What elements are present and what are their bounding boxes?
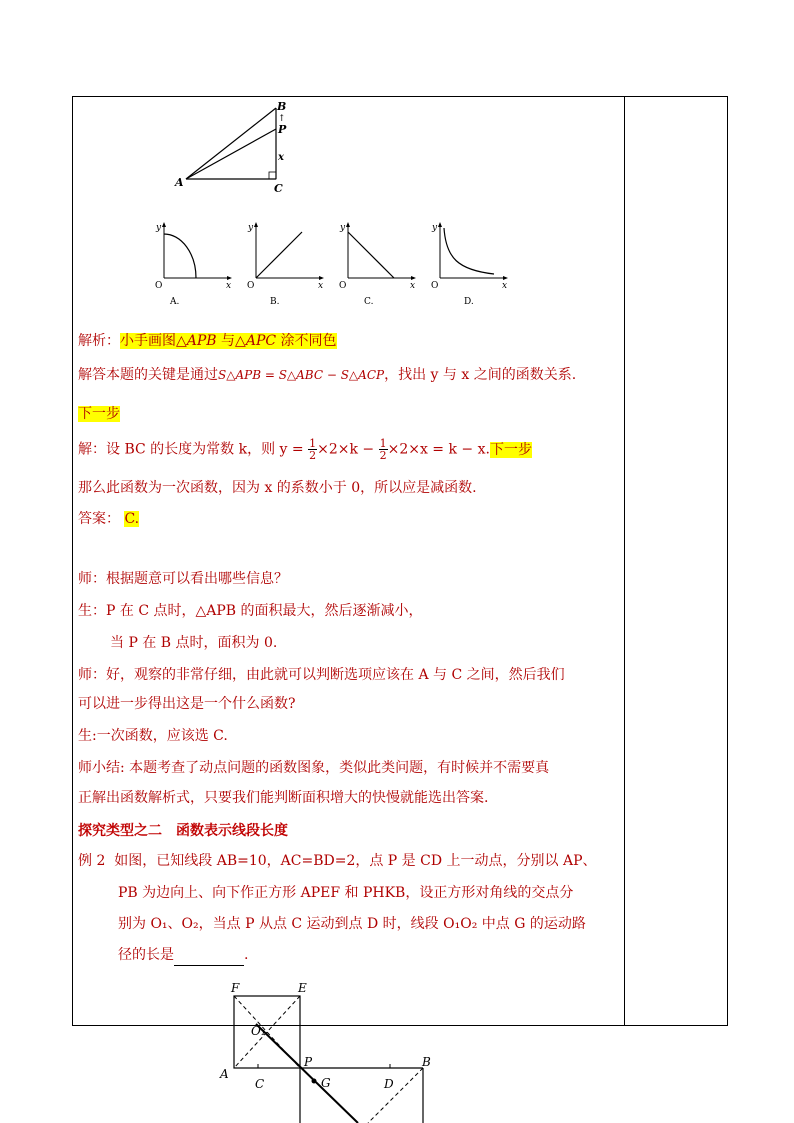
option-graph-b bbox=[240, 218, 328, 310]
svg-text:G: G bbox=[321, 1076, 331, 1090]
svg-text:x: x bbox=[410, 281, 416, 291]
answer-blank[interactable] bbox=[174, 951, 244, 966]
solution-line: 解：设 BC 的长度为常数 k，则 y = $\frac{1}{2}$ ×2×k − $\frac{1}{2}$ ×2×x = k − x.下一步 bbox=[78, 437, 532, 462]
section-heading: 探究类型之二 函数表示线段长度 bbox=[78, 823, 288, 839]
svg-text:y: y bbox=[248, 223, 254, 233]
key-idea-line: 解答本题的关键是通过S△APB = S△ABC − S△ACP，找出 y 与 x 之间的函数关系. bbox=[78, 367, 577, 383]
dialog-line-8: 正解出函数解析式，只要我们能判断面积增大的快慢就能选出答案. bbox=[78, 790, 489, 806]
option-label-a: A. bbox=[170, 297, 180, 307]
svg-text:x: x bbox=[318, 281, 324, 291]
svg-text:A: A bbox=[220, 1067, 229, 1081]
example2-line-3: 别为 O₁、O₂，当点 P 从点 C 运动到点 D 时，线段 O₁O₂ 中点 G 的运动路 bbox=[118, 916, 586, 932]
svg-text:x: x bbox=[226, 281, 232, 291]
svg-text:F: F bbox=[231, 981, 240, 995]
label-B: B bbox=[277, 100, 287, 113]
next-step-button-1[interactable]: 下一步 bbox=[78, 406, 120, 422]
dialog-line-3: 当 P 在 B 点时，面积为 0. bbox=[110, 635, 278, 651]
dialog-line-1: 师：根据题意可以看出哪些信息？ bbox=[78, 571, 288, 587]
svg-text:O: O bbox=[247, 281, 255, 291]
option-graph-d bbox=[424, 218, 512, 310]
option-label-d: D. bbox=[464, 297, 474, 307]
svg-text:O: O bbox=[155, 281, 163, 291]
svg-text:y: y bbox=[340, 223, 346, 233]
svg-text:O: O bbox=[431, 281, 439, 291]
option-graph-c bbox=[332, 218, 420, 310]
option-label-c: C. bbox=[364, 297, 374, 307]
svg-text:y: y bbox=[156, 223, 162, 233]
squares-figure bbox=[218, 980, 443, 1123]
example2-line-1: 例 2 如图，已知线段 AB=10，AC=BD=2，点 P 是 CD 上一动点，分别以 AP、 bbox=[78, 853, 597, 869]
label-x: x bbox=[278, 152, 284, 163]
next-step-button-2[interactable]: 下一步 bbox=[489, 441, 532, 458]
label-A: A bbox=[175, 176, 184, 189]
option-label-b: B. bbox=[270, 297, 280, 307]
dialog-line-4: 师：好，观察的非常仔细，由此就可以判断选项应该在 A 与 C 之间，然后我们 bbox=[78, 667, 565, 683]
dialog-line-2: 生：P 在 C 点时，△APB 的面积最大，然后逐渐减小， bbox=[78, 603, 423, 619]
svg-text:y: y bbox=[432, 223, 438, 233]
table-column-divider bbox=[624, 96, 625, 1026]
svg-text:E: E bbox=[298, 981, 307, 995]
svg-text:D: D bbox=[384, 1077, 394, 1091]
svg-text:x: x bbox=[502, 281, 508, 291]
dialog-line-5: 可以进一步得出这是一个什么函数? bbox=[78, 696, 296, 712]
answer-line: 答案： C. bbox=[78, 511, 140, 527]
svg-text:↑: ↑ bbox=[278, 114, 286, 124]
svg-text:P: P bbox=[304, 1055, 313, 1069]
label-C: C bbox=[274, 182, 283, 195]
dialog-line-6: 生:一次函数，应该选 C. bbox=[78, 728, 228, 744]
label-P: P bbox=[278, 123, 287, 136]
example2-line-2: PB 为边向上、向下作正方形 APEF 和 PHKB，设正方形对角线的交点分 bbox=[118, 885, 574, 901]
svg-text:B: B bbox=[422, 1055, 431, 1069]
svg-text:O₁: O₁ bbox=[251, 1024, 266, 1038]
example2-line-4: 径的长是 . bbox=[118, 944, 248, 966]
option-graph-a bbox=[148, 218, 236, 310]
triangle-figure bbox=[170, 100, 290, 195]
analysis-line: 解析：小手画图△APB 与△APC 涂不同色 bbox=[78, 333, 337, 349]
svg-text:O: O bbox=[339, 281, 347, 291]
conclusion-line: 那么此函数为一次函数，因为 x 的系数小于 0，所以应是减函数. bbox=[78, 480, 477, 496]
dialog-line-7: 师小结: 本题考查了动点问题的函数图象，类似此类问题，有时候并不需要真 bbox=[78, 760, 550, 776]
svg-text:C: C bbox=[255, 1077, 265, 1091]
